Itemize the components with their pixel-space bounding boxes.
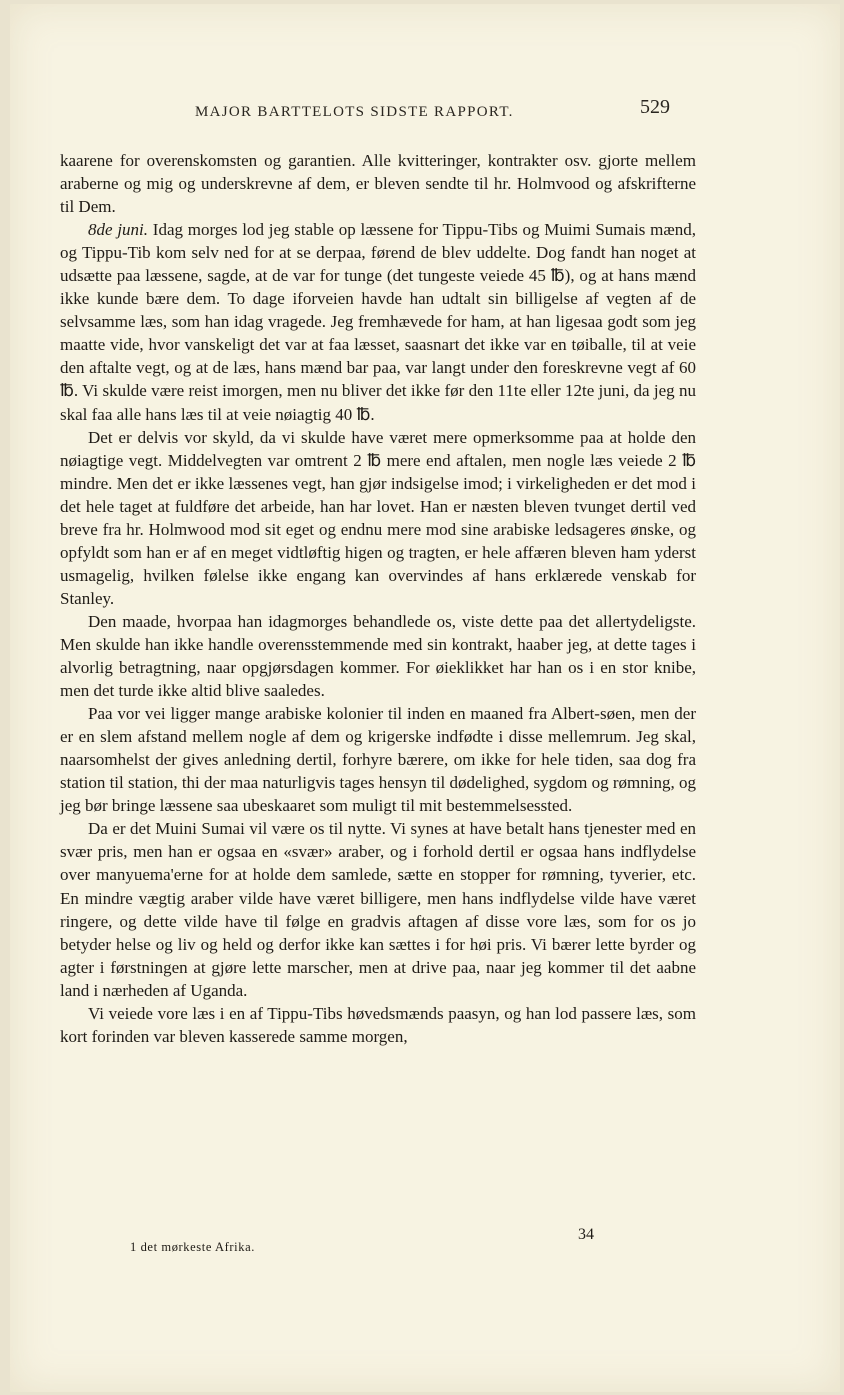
paragraph-dated [60,218,696,425]
paragraph-text: Idag morges lod jeg stable op læssene for Tippu-Tibs og Muimi Sumais mænd, og Tippu-Tib kom selv ned for at se derpaa, førend de blev uddelte. Dog fandt han noget at udsætte paa læssene, sagde, at de var for tunge (det tungeste veiede 45 ℔), og at hans mænd ikke kunde bære dem. To dage iforveien havde han udtalt sin billigelse af vegten af de selvsamme læs, som han idag vragede. Jeg fremhævede for ham, at han ligesaa godt som jeg maatte vide, hvor vanskeligt det var at faa læsset, saasnart det ikke var en tøiballe, til at veie den aftalte vegt, og at de læs, hans mænd bar paa, var langt under den foreskrevne vegt af 60 ℔. Vi skulde være reist imorgen, men nu bliver det ikke før den 11te eller 12te juni, da jeg nu skal faa alle hans læs til at veie nøiagtig 40 ℔. [60,220,696,424]
entry-date: 8de juni. [88,220,149,240]
paragraph: Det er delvis vor skyld, da vi skulde have været mere opmerksomme paa at holde den nøiagtige vegt. Middelvegten var omtrent 2 ℔ mere end aftalen, men nogle læs veiede 2 ℔ mindre. Men det er ikke læssenes vegt, han gjør indsigelse imod; i virkeligheden er det mod i det hele taget at fuldføre det arbeide, han har lovet. Han er næsten bleven tvunget dertil ved breve fra hr. Holmwood mod sit eget og endnu mere mod sine arabiske ledsageres ønske, og opfyldt som han er af en meget vidtløftig higen og tragten, er hele affæren bleven ham yderst usmagelig, hvilken følelse ikke engang kan overvindes af hans erklærede venskab for Stanley. [60,427,696,608]
body-text [60,149,696,1048]
paragraph: Den maade, hvorpaa han idagmorges behandlede os, viste dette paa det allertydeligste. Men skulde han ikke handle overensstemmende med sin kontrakt, haaber jeg, at dette tages i alvorlig betragtning, naar opgjørsdagen kommer. For øieklikket har han os i en stor knibe, men det turde ikke altid blive saaledes. [60,611,696,701]
running-title: MAJOR BARTTELOTS SIDSTE RAPPORT. [195,104,514,120]
footnote: 1 det mørkeste Afrika. [130,1240,255,1254]
paragraph: kaarene for overenskomsten og garantien. Alle kvitteringer, kontrakter osv. gjorte mellem araberne og mig og underskrevne af dem, er bleven sendte til hr. Holmvood og afskrifterne til Dem. [60,151,696,217]
page-header [10,96,840,126]
paragraph: Paa vor vei ligger mange arabiske kolonier til inden en maaned fra Albert-søen, men der er en slem afstand mellem nogle af dem og krigerske indfødte i disse mellemrum. Jeg skal, naarsomhelst der gives anledning dertil, forhyre bærere, om ikke for hele tiden, saa dog fra station til station, thi der maa naturligvis tages hensyn til dødelighed, sygdom og rømning, og jeg bør bringe læssene saa ubeskaaret som muligt til mit bestemmelsessted. [60,704,697,816]
document-page [10,4,840,1392]
paragraph: Vi veiede vore læs i en af Tippu-Tibs høvedsmænds paasyn, og han lod passere læs, som kort forinden var bleven kasserede samme morgen, [60,1003,696,1046]
page-number: 529 [640,96,670,118]
signature-mark: 34 [578,1226,594,1243]
paragraph: Da er det Muini Sumai vil være os til nytte. Vi synes at have betalt hans tjenester med en svær pris, men han er ogsaa en «svær» araber, og i forhold dertil er ogsaa hans indflydelse over manyuema'erne for at holde dem samlede, sætte en stopper for rømning, tyverier, etc. En mindre vægtig araber vilde have været billigere, men hans indflydelse vilde have været ringere, og dette vilde have til følge en gradvis aftagen af disse vore læs, som for os jo betyder helse og liv og held og derfor ikke kan sættes i for høi pris. Vi bærer lette byrder og agter i førstningen at gjøre lette marscher, men at drive paa, naar jeg kommer til det aabne land i nærheden af Uganda. [60,819,696,1000]
